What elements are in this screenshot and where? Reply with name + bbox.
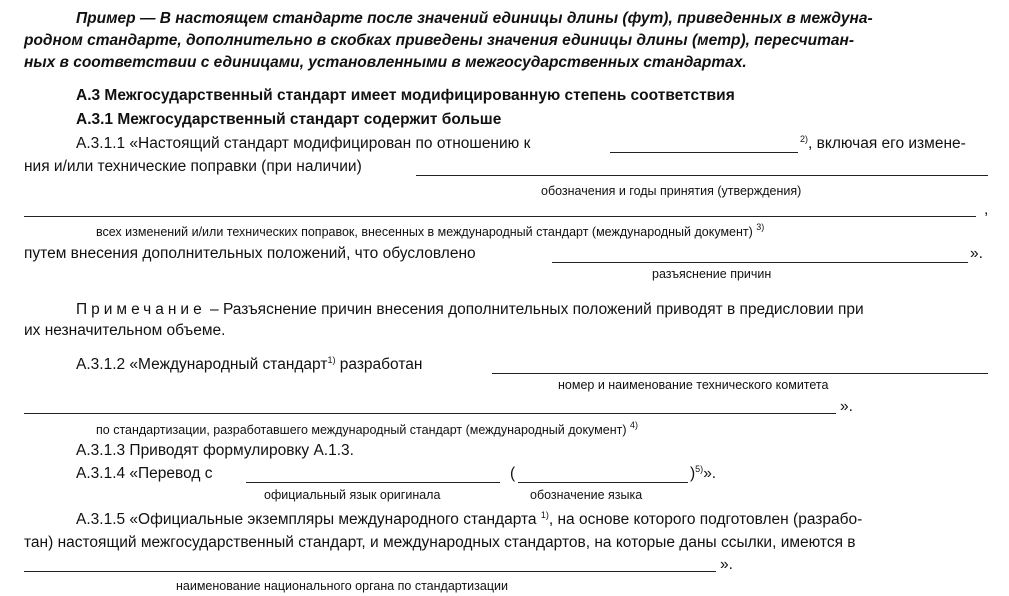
a314-prefix: А.3.1.4 «Перевод с	[76, 465, 213, 482]
a315-authority-blank[interactable]	[24, 571, 716, 572]
a311-continuation-blank[interactable]	[24, 216, 976, 217]
a314-tail: )$^{5)}$».	[690, 464, 717, 482]
a311-caption-reason: разъяснение причин	[652, 267, 772, 281]
footnote-ref-1: 1)	[327, 355, 336, 365]
a311-caption-designation: обозначения и годы принятия (утверждения)	[541, 184, 802, 198]
a311-line-1-suffix: , включая его измене-	[808, 135, 966, 152]
example-note-line-2: родном стандарте, дополнительно в скобках приведены значения единицы длины (метр), пересчитан-	[24, 32, 855, 49]
a314-caption-language-code: обозначение языка	[530, 488, 643, 502]
a315-line-1: А.3.1.5 «Официальные экземпляры международного стандарта $^{1)}$, на основе которого подготовлен (разрабо-	[76, 510, 863, 528]
a314-language-blank[interactable]	[246, 482, 500, 483]
a314-caption-language: официальный язык оригинала	[264, 488, 441, 502]
footnote-ref-4: 4)	[630, 420, 639, 430]
footnote-ref-3: 3)	[756, 222, 765, 232]
a315-caption-authority: наименование национального органа по стандартизации	[176, 579, 508, 593]
a314-language-code-blank[interactable]	[518, 482, 688, 483]
note-line-2: их незначительном объеме.	[24, 322, 226, 339]
note-line-1: Примечание – Разъяснение причин внесения дополнительных положений приводят в предисловии при	[76, 301, 864, 318]
note-label: Примечание	[76, 301, 206, 318]
a312-caption-committee: номер и наименование технического комитета	[558, 378, 829, 392]
a315-line-3-end: ».	[720, 556, 733, 573]
a311-line-4-end: ».	[970, 245, 983, 262]
footnote-ref-2: 2)	[800, 134, 809, 144]
section-a3-heading: А.3 Межгосударственный стандарт имеет модифицированную степень соответствия	[76, 87, 735, 104]
section-a31-heading: А.3.1 Межгосударственный стандарт содержит больше	[76, 111, 502, 128]
a311-line-1-tail	[800, 134, 966, 154]
a311-caption-changes: всех изменений и/или технических поправок, внесенных в международный стандарт (международный документ) $^{3)}$	[96, 222, 765, 239]
footnote-ref-1b: 1)	[540, 510, 549, 520]
example-note-line-1: Пример — В настоящем стандарте после значений единицы длины (фут), приведенных в междуна-	[76, 10, 873, 27]
a312-caption-organization: по стандартизации, разработавшего международный стандарт (международный документ) $^{4)}$	[96, 420, 639, 437]
a313-text: А.3.1.3 Приводят формулировку А.1.3.	[76, 442, 354, 459]
a312-line-2-end: ».	[840, 398, 853, 415]
a311-line-1-prefix: А.3.1.1 «Настоящий стандарт модифицирован по отношению к	[76, 135, 531, 152]
a314-open-paren: (	[510, 465, 516, 482]
a312-continuation-blank[interactable]	[24, 413, 836, 414]
a311-line-2-prefix: ния и/или технические поправки (при наличии)	[24, 158, 362, 175]
a311-designation-blank[interactable]	[610, 152, 798, 153]
a311-line-4-prefix: путем внесения дополнительных положений, что обусловлено	[24, 245, 476, 262]
footnote-ref-5: 5)	[695, 464, 704, 474]
a315-line-2: тан) настоящий межгосударственный стандарт, и международных стандартов, на которые даны ссылки, имеются в	[24, 534, 856, 551]
a312-line-1: А.3.1.2 «Международный стандарт$^{1)}$ разработан	[76, 355, 423, 373]
a311-reason-blank[interactable]	[552, 262, 968, 263]
a311-changes-blank[interactable]	[416, 175, 988, 176]
example-note-line-3: ных в соответствии с единицами, установленными в межгосударственных стандартах.	[24, 54, 747, 71]
a311-line-3-comma: ,	[984, 201, 989, 218]
a312-committee-blank[interactable]	[492, 373, 988, 374]
